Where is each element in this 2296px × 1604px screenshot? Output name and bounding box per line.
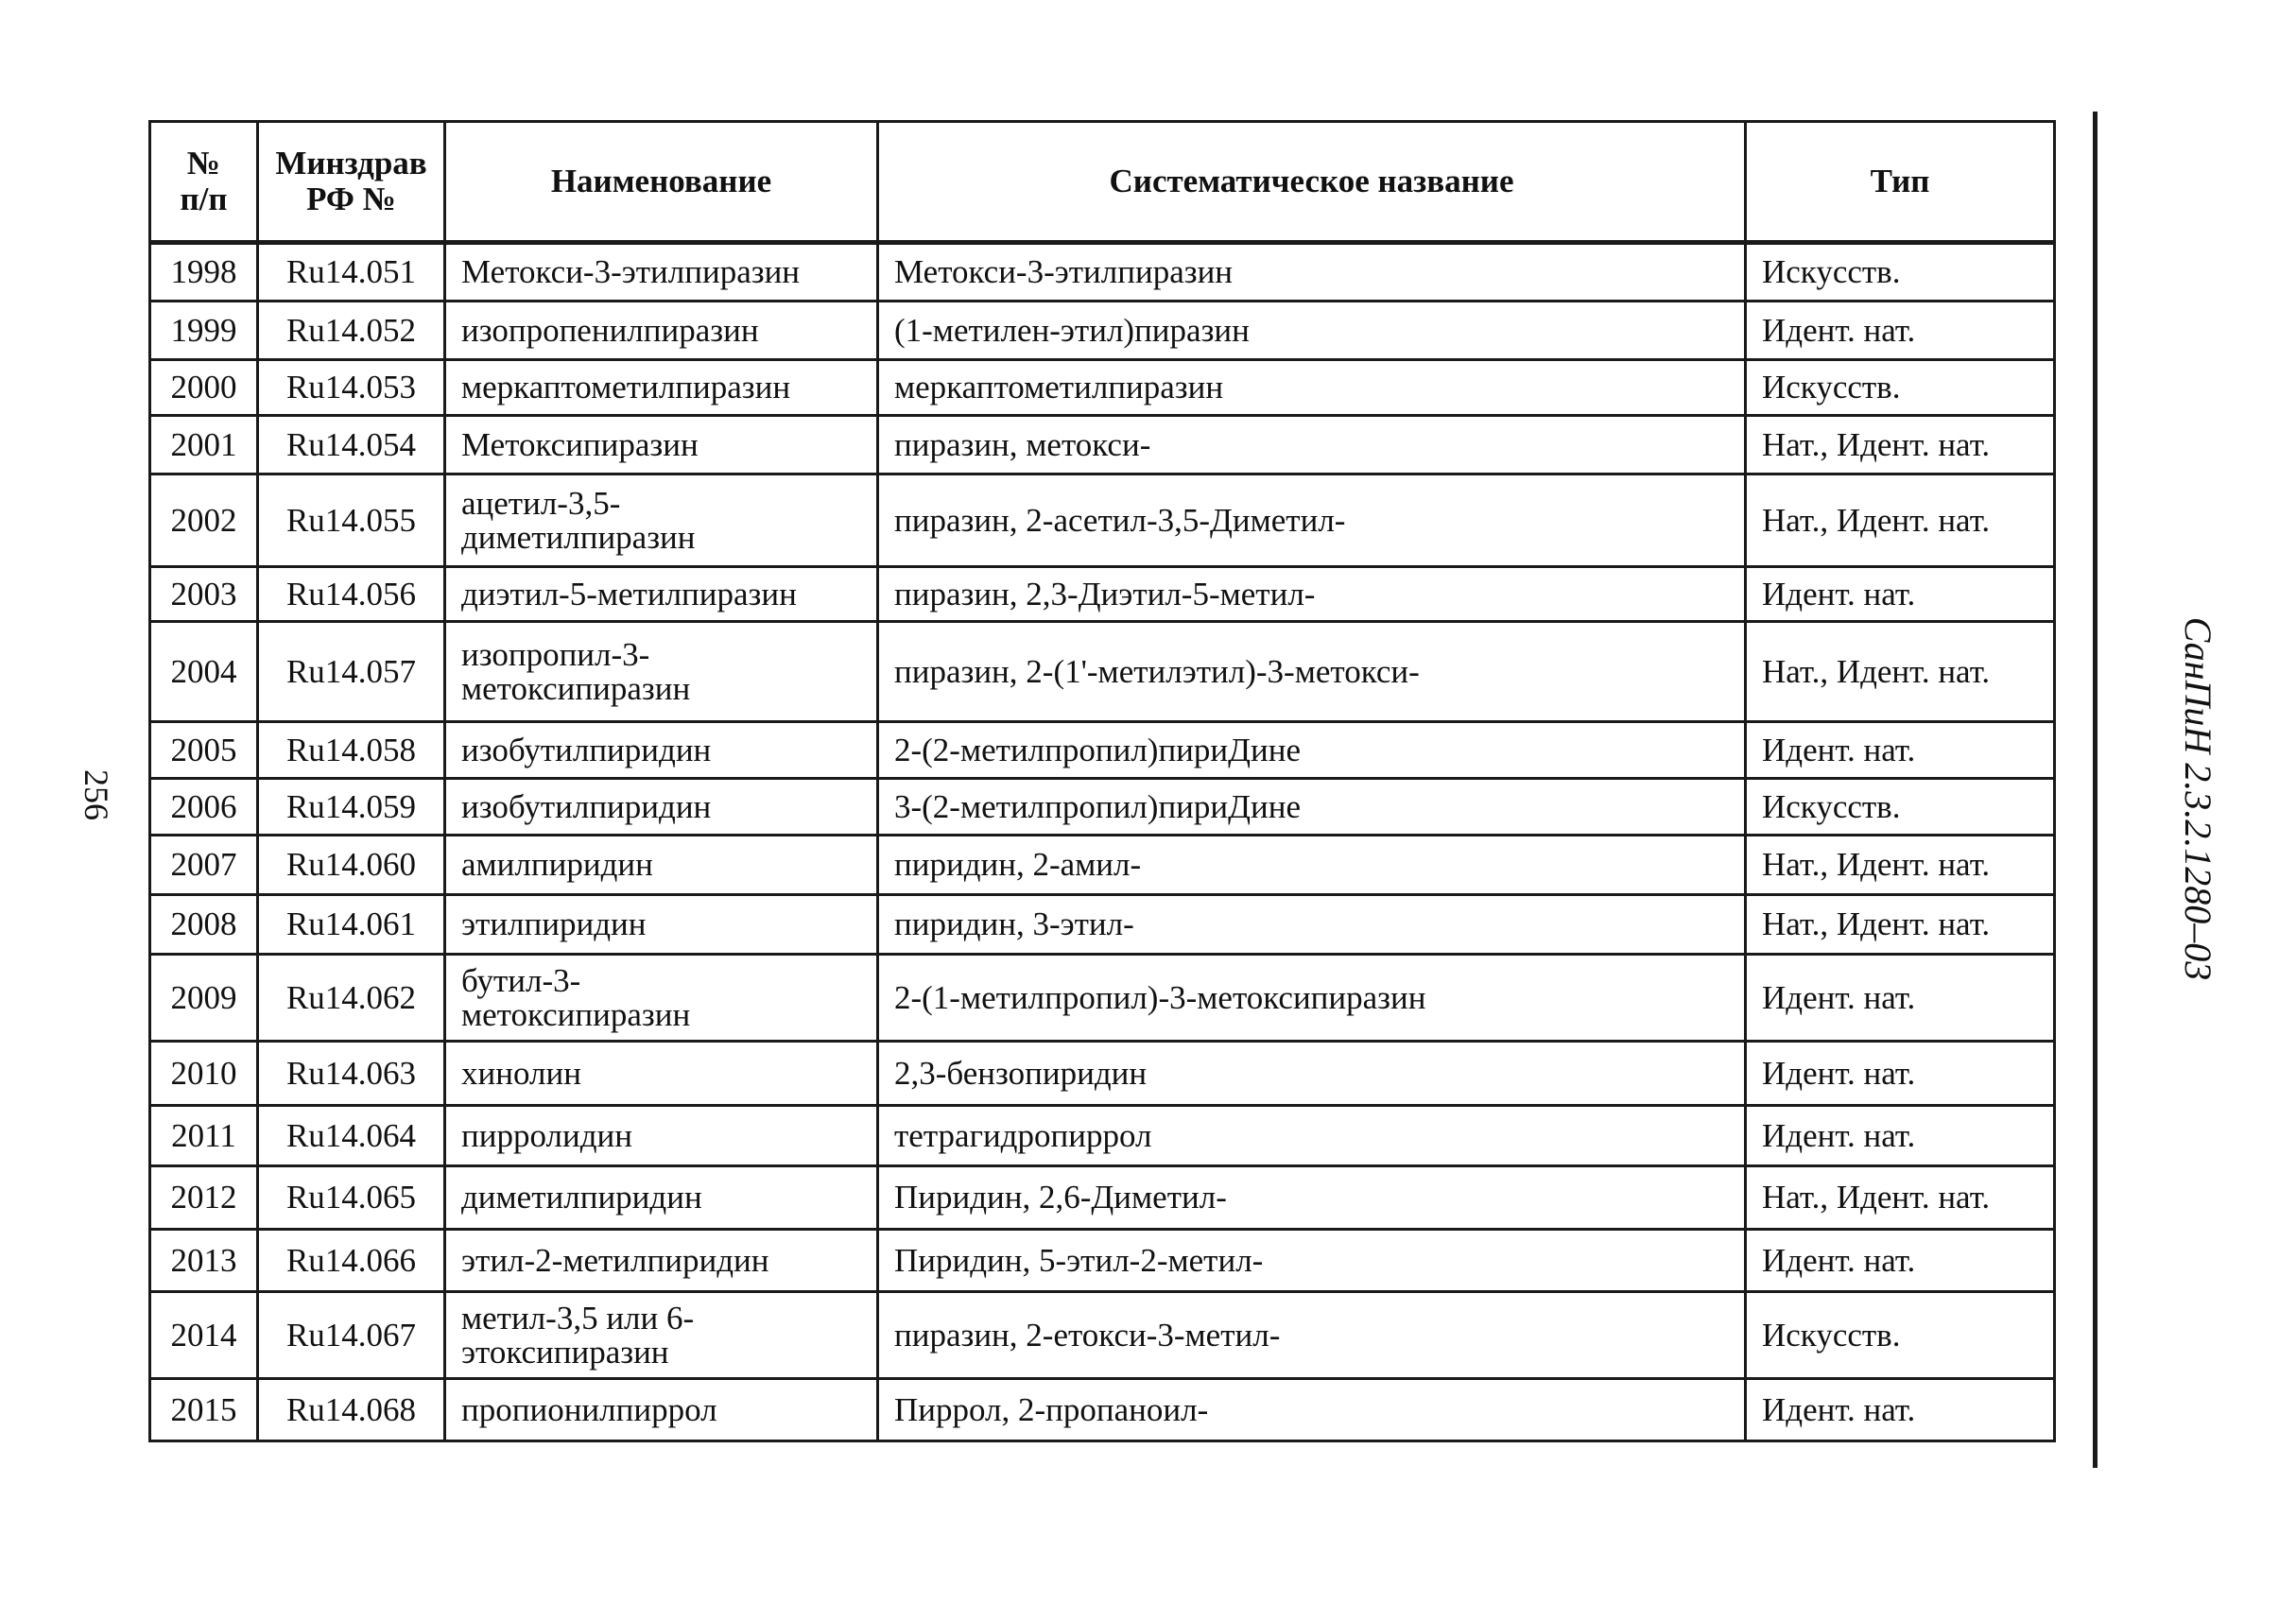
cell-name [445,1379,878,1441]
cell-number: 2003 [150,567,258,622]
table-row [150,302,2055,360]
cell-number: 1999 [150,302,258,360]
cell-systematic-name: 2,3-бензопиридин [878,1042,1746,1106]
table-row [150,895,2055,955]
cell-name [445,416,878,474]
table-row [150,360,2055,416]
cell-type: Искусств. [1746,360,2055,416]
cell-systematic-name: пиразин, 2-асетил-3,5-Диметил- [878,474,1746,567]
table-row [150,622,2055,722]
cell-name [445,1042,878,1106]
cell-number: 2000 [150,360,258,416]
cell-number: 2006 [150,779,258,836]
table-row [150,1379,2055,1441]
cell-systematic-name: (1-метилен-этил)пиразин [878,302,1746,360]
cell-name-line1: Метокси-3-этилпиразин [461,253,801,290]
cell-name-line2: метоксипиразин [461,669,691,707]
header-number [150,122,258,243]
cell-name [445,895,878,955]
cell-name [445,474,878,567]
cell-systematic-name: 2-(2-метилпропил)пириДине [878,722,1746,779]
cell-number: 2013 [150,1230,258,1292]
cell-systematic-name: меркаптометилпиразин [878,360,1746,416]
cell-name [445,1230,878,1292]
cell-minzdrav-code: Ru14.067 [258,1292,445,1379]
cell-name-line1: Метоксипиразин [461,425,699,463]
cell-number: 2004 [150,622,258,722]
cell-type: Нат., Идент. нат. [1746,416,2055,474]
cell-type: Идент. нат. [1746,1379,2055,1441]
cell-systematic-name: Пиридин, 2,6-Диметил- [878,1166,1746,1230]
header-minzdrav-line1: Минздрав [275,145,427,181]
cell-minzdrav-code: Ru14.051 [258,243,445,302]
cell-number: 2005 [150,722,258,779]
table-row [150,1042,2055,1106]
cell-minzdrav-code: Ru14.068 [258,1379,445,1441]
cell-number: 2007 [150,836,258,895]
cell-name [445,722,878,779]
cell-name-line1: изобутилпиридин [461,731,712,768]
table-row [150,1106,2055,1166]
table-row [150,779,2055,836]
cell-name [445,622,878,722]
cell-systematic-name: пиридин, 2-амил- [878,836,1746,895]
cell-name [445,836,878,895]
cell-type: Идент. нат. [1746,1106,2055,1166]
cell-name [445,567,878,622]
header-number-line2: п/п [180,181,228,217]
cell-systematic-name: пиразин, метокси- [878,416,1746,474]
cell-minzdrav-code: Ru14.063 [258,1042,445,1106]
table-row [150,567,2055,622]
table-row [150,722,2055,779]
cell-name [445,955,878,1042]
additives-table [148,120,2056,1442]
table-row [150,416,2055,474]
table-row [150,1292,2055,1379]
cell-name-line1: ацетил-3,5- [461,484,621,522]
cell-type: Нат., Идент. нат. [1746,474,2055,567]
header-minzdrav-line2: РФ № [306,181,396,217]
cell-number: 2012 [150,1166,258,1230]
cell-number: 2011 [150,1106,258,1166]
cell-name-line1: этил-2-метилпиридин [461,1241,769,1279]
cell-type: Идент. нат. [1746,1042,2055,1106]
cell-name-line2: метоксипиразин [461,995,691,1033]
cell-type: Идент. нат. [1746,567,2055,622]
cell-minzdrav-code: Ru14.059 [258,779,445,836]
cell-minzdrav-code: Ru14.056 [258,567,445,622]
cell-name [445,1292,878,1379]
cell-number: 2010 [150,1042,258,1106]
cell-type: Идент. нат. [1746,955,2055,1042]
cell-type: Идент. нат. [1746,1230,2055,1292]
page-number: 256 [78,769,115,820]
cell-name-line1: меркаптометилпиразин [461,369,791,405]
cell-systematic-name: пиразин, 2-(1'-метилэтил)-3-метокси- [878,622,1746,722]
right-margin-rule [2093,112,2097,1468]
cell-minzdrav-code: Ru14.060 [258,836,445,895]
cell-systematic-name: Пиррол, 2-пропаноил- [878,1379,1746,1441]
cell-type: Нат., Идент. нат. [1746,1166,2055,1230]
cell-name [445,243,878,302]
cell-minzdrav-code: Ru14.057 [258,622,445,722]
cell-number: 2009 [150,955,258,1042]
cell-type: Нат., Идент. нат. [1746,895,2055,955]
cell-number: 2002 [150,474,258,567]
cell-systematic-name: пиразин, 2,3-Диэтил-5-метил- [878,567,1746,622]
cell-minzdrav-code: Ru14.064 [258,1106,445,1166]
cell-name-line1: амилпиридин [461,846,653,883]
cell-minzdrav-code: Ru14.053 [258,360,445,416]
cell-name-line1: диметилпиридин [461,1179,702,1216]
table-row [150,836,2055,895]
cell-minzdrav-code: Ru14.052 [258,302,445,360]
cell-name [445,1106,878,1166]
cell-number: 2008 [150,895,258,955]
cell-minzdrav-code: Ru14.054 [258,416,445,474]
table-row [150,955,2055,1042]
cell-name-line1: изопропил-3- [461,635,650,673]
header-number-line1: № [186,145,221,181]
cell-name [445,779,878,836]
cell-name-line1: изопропенилпиразин [461,311,759,349]
cell-systematic-name: Пиридин, 5-этил-2-метил- [878,1230,1746,1292]
cell-type: Идент. нат. [1746,722,2055,779]
cell-name-line1: этилпиридин [461,905,647,942]
cell-systematic-name: 3-(2-метилпропил)пириДине [878,779,1746,836]
cell-minzdrav-code: Ru14.061 [258,895,445,955]
cell-minzdrav-code: Ru14.055 [258,474,445,567]
header-type: Тип [1746,122,2055,243]
cell-name-line2: диметилпиразин [461,518,696,556]
cell-number: 1998 [150,243,258,302]
cell-systematic-name: пиразин, 2-етокси-3-метил- [878,1292,1746,1379]
cell-name [445,1166,878,1230]
table-header-row [150,122,2055,243]
table-row [150,243,2055,302]
cell-name-line1: метил-3,5 или 6- [461,1299,695,1337]
table-row [150,1230,2055,1292]
cell-name-line1: хинолин [461,1054,581,1092]
cell-name [445,302,878,360]
table-body [150,243,2055,1441]
cell-name [445,360,878,416]
cell-type: Нат., Идент. нат. [1746,836,2055,895]
cell-minzdrav-code: Ru14.062 [258,955,445,1042]
document-code-label: СанПиН 2.3.2.1280–03 [2177,616,2219,981]
cell-minzdrav-code: Ru14.058 [258,722,445,779]
cell-minzdrav-code: Ru14.065 [258,1166,445,1230]
cell-number: 2014 [150,1292,258,1379]
cell-systematic-name: тетрагидропиррол [878,1106,1746,1166]
cell-type: Искусств. [1746,1292,2055,1379]
cell-name-line1: пропионилпиррол [461,1390,717,1428]
cell-name-line1: диэтил-5-метилпиразин [461,575,797,612]
cell-name-line2: этоксипиразин [461,1333,669,1371]
cell-name-line1: бутил-3- [461,961,581,999]
cell-minzdrav-code: Ru14.066 [258,1230,445,1292]
cell-number: 2001 [150,416,258,474]
cell-number: 2015 [150,1379,258,1441]
cell-type: Нат., Идент. нат. [1746,622,2055,722]
cell-type: Искусств. [1746,779,2055,836]
cell-type: Искусств. [1746,243,2055,302]
header-minzdrav [258,122,445,243]
cell-type: Идент. нат. [1746,302,2055,360]
header-systematic: Систематическое название [878,122,1746,243]
cell-name-line1: изобутилпиридин [461,787,712,825]
cell-systematic-name: Метокси-3-этилпиразин [878,243,1746,302]
header-name: Наименование [445,122,878,243]
table-row [150,1166,2055,1230]
cell-name-line1: пирролидин [461,1116,632,1154]
cell-systematic-name: пиридин, 3-этил- [878,895,1746,955]
table-row [150,474,2055,567]
cell-systematic-name: 2-(1-метилпропил)-3-метоксипиразин [878,955,1746,1042]
